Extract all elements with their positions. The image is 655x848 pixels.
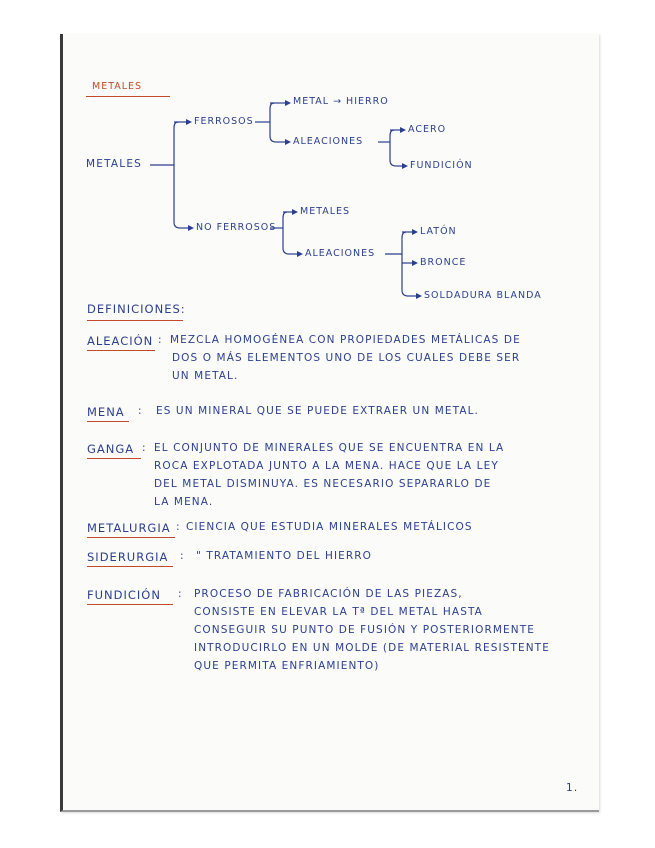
def-aleacion-line: DOS O MÁS ELEMENTOS UNO DE LOS CUALES DEBE SER <box>172 352 521 364</box>
def-mena-underline <box>87 421 129 422</box>
tree-metales-label: METALES <box>300 206 351 217</box>
tree-root-label: METALES <box>86 158 143 170</box>
def-ganga-line: ROCA EXPLOTADA JUNTO A LA MENA. HACE QUE LA LEY <box>154 460 499 472</box>
definitions-underline <box>87 320 183 321</box>
def-ganga-line: EL CONJUNTO DE MINERALES QUE SE ENCUENTRA EN LA <box>154 442 505 454</box>
def-fundicion-underline <box>87 604 173 605</box>
def-siderurgia-underline <box>87 566 173 567</box>
tree-bronce-label: BRONCE <box>420 257 467 268</box>
definitions-heading: DEFINICIONES: <box>87 302 186 316</box>
def-ganga-line: LA MENA. <box>154 496 214 508</box>
def-aleacion-line: UN METAL. <box>172 370 239 382</box>
tree-laton-label: LATÓN <box>420 226 457 237</box>
def-fundicion-line: CONSEGUIR SU PUNTO DE FUSIÓN Y POSTERIORMENTE <box>194 624 535 636</box>
tree-acero-label: ACERO <box>408 124 447 135</box>
def-mena-sep: : <box>138 405 143 417</box>
def-siderurgia-term: SIDERURGIA <box>87 550 169 564</box>
tree-aleaciones-ferrosos-label: ALEACIONES <box>293 136 364 147</box>
def-ganga-underline <box>87 458 141 459</box>
def-mena-line: ES UN MINERAL QUE SE PUEDE EXTRAER UN METAL. <box>156 405 479 417</box>
def-aleacion-underline <box>87 350 155 351</box>
tree-metal-hierro-label: METAL → HIERRO <box>293 96 389 107</box>
def-fundicion-line: INTRODUCIRLO EN UN MOLDE (DE MATERIAL RESISTENTE <box>194 642 550 654</box>
page-number: 1. <box>566 782 579 794</box>
def-metalurgia-line: CIENCIA QUE ESTUDIA MINERALES METÁLICOS <box>186 521 473 533</box>
tree-fundicion-label: FUNDICIÓN <box>410 160 473 171</box>
tree-ferrosos-label: FERROSOS <box>194 116 254 127</box>
def-aleacion-line: MEZCLA HOMOGÉNEA CON PROPIEDADES METÁLICAS DE <box>170 334 521 346</box>
page-title: METALES <box>92 81 143 92</box>
tree-aleaciones-no-ferrosos-label: ALEACIONES <box>305 248 376 259</box>
def-fundicion-term: FUNDICIÓN <box>87 588 161 602</box>
def-siderurgia-line: " TRATAMIENTO DEL HIERRO <box>196 550 373 562</box>
tree-soldadura-label: SOLDADURA BLANDA <box>424 290 542 301</box>
def-fundicion-line: CONSISTE EN ELEVAR LA Tª DEL METAL HASTA <box>194 606 483 618</box>
def-metalurgia-term: METALURGIA <box>87 521 171 535</box>
def-fundicion-line: QUE PERMITA ENFRIAMIENTO) <box>194 660 380 672</box>
tree-no-ferrosos-label: NO FERROSOS <box>196 222 277 233</box>
def-aleacion-sep: : <box>158 334 163 346</box>
def-siderurgia-sep: : <box>180 550 185 562</box>
def-ganga-sep: : <box>142 442 147 454</box>
def-fundicion-sep: : <box>178 588 183 600</box>
def-mena-term: MENA <box>87 405 125 419</box>
def-ganga-line: DEL METAL DISMINUYA. ES NECESARIO SEPARARLO DE <box>154 478 492 490</box>
def-fundicion-line: PROCESO DE FABRICACIÓN DE LAS PIEZAS, <box>194 588 463 600</box>
def-metalurgia-sep: : <box>176 521 181 533</box>
def-metalurgia-underline <box>87 537 175 538</box>
def-aleacion-term: ALEACIÓN <box>87 334 154 348</box>
def-ganga-term: GANGA <box>87 442 135 456</box>
